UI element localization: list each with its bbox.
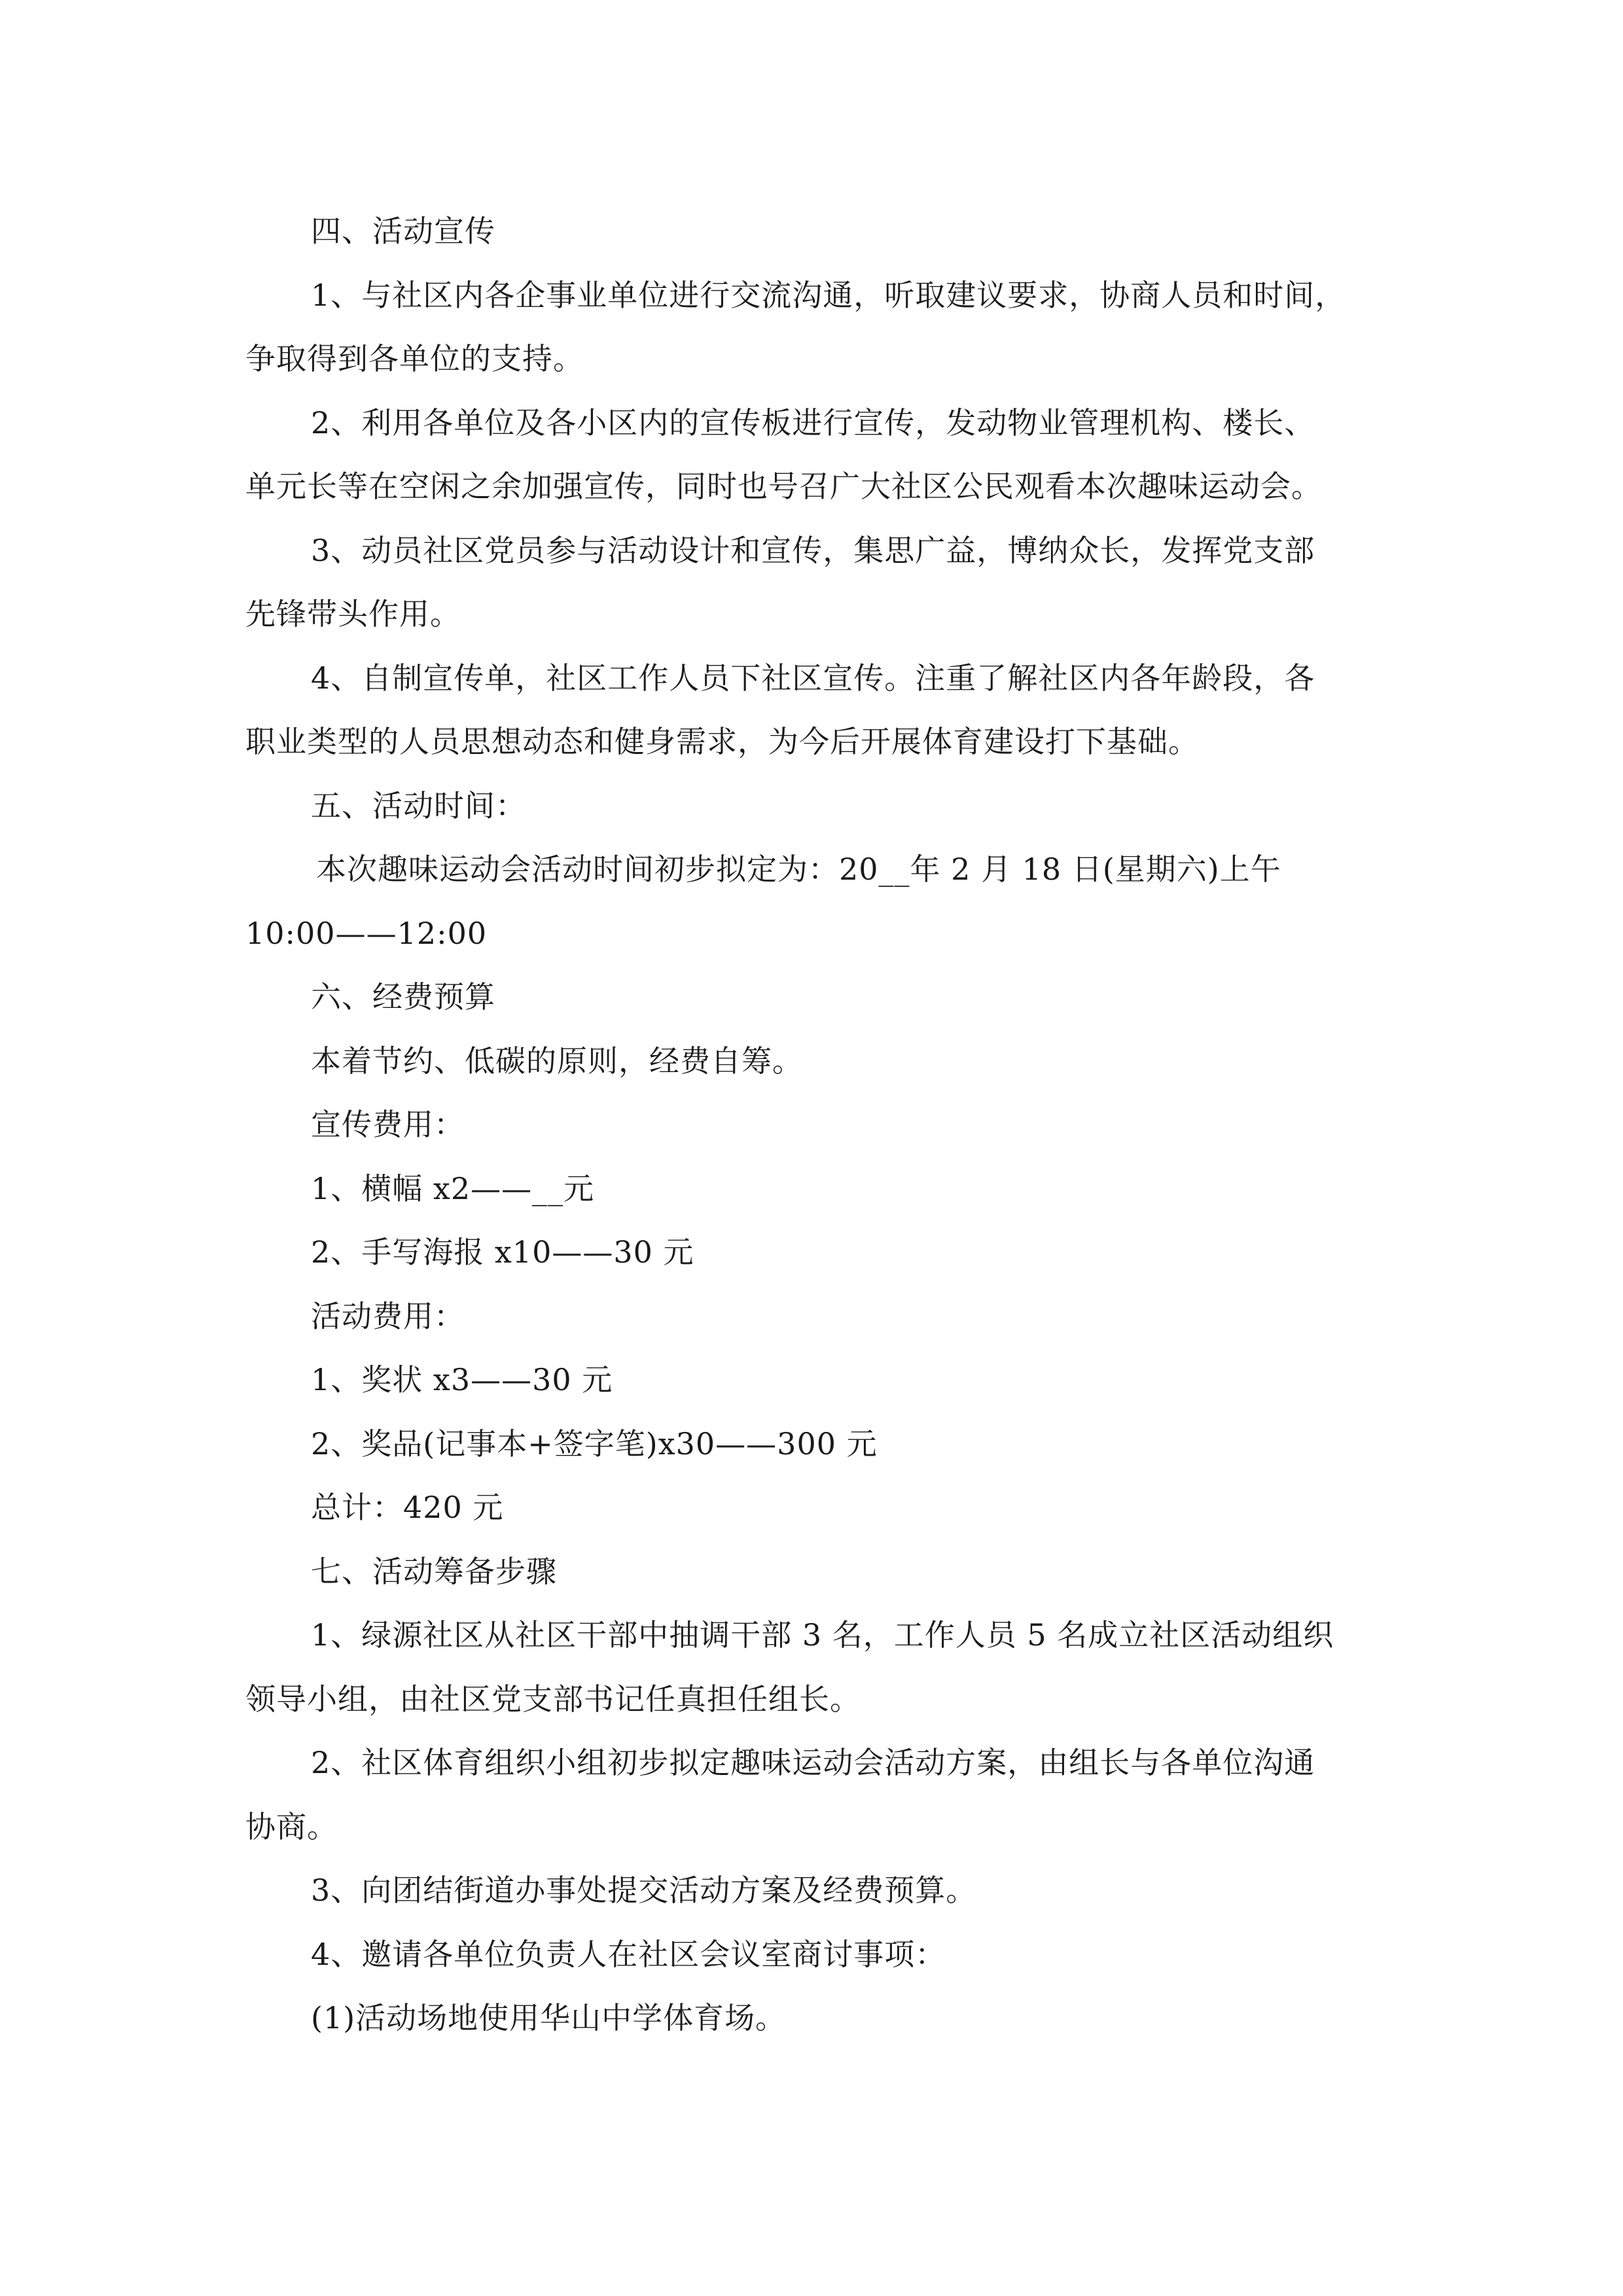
text-line: 2、社区体育组织小组初步拟定趣味运动会活动方案，由组长与各单位沟通 (311, 1745, 1315, 1780)
text-line: 七、活动筹备步骤 (311, 1553, 557, 1589)
text-line: 职业类型的人员思想动态和健身需求，为今后开展体育建设打下基础。 (245, 724, 1199, 759)
text-line: 3、向团结街道办事处提交活动方案及经费预算。 (311, 1873, 977, 1908)
text-line: 1、与社区内各企事业单位进行交流沟通，听取建议要求，协商人员和时间， (311, 277, 1346, 313)
text-line: 四、活动宣传 (311, 213, 495, 249)
text-line: 1、奖状 x3——30 元 (311, 1362, 613, 1397)
text-line: 4、邀请各单位负责人在社区会议室商讨事项： (311, 1936, 946, 1972)
text-line: 1、绿源社区从社区干部中抽调干部 3 名，工作人员 5 名成立社区活动组织 (311, 1617, 1334, 1653)
text-line: 协商。 (245, 1808, 338, 1844)
text-line: (1)活动场地使用华山中学体育场。 (311, 2000, 787, 2036)
text-line: 宣传费用： (311, 1107, 465, 1142)
text-line: 活动费用： (311, 1298, 465, 1334)
text-line: 10:00——12:00 (245, 915, 488, 951)
text-line: 领导小组，由社区党支部书记任真担任组长。 (245, 1681, 861, 1717)
text-line: 1、横幅 x2——__元 (311, 1170, 595, 1206)
text-line: 2、奖品(记事本+签字笔)x30——300 元 (311, 1426, 878, 1462)
text-line: 本着节约、低碳的原则，经费自筹。 (311, 1043, 803, 1079)
text-line: 先锋带头作用。 (245, 596, 461, 632)
text-line: 本次趣味运动会活动时间初步拟定为：20__年 2 月 18 日(星期六)上午 (316, 852, 1281, 887)
document-body (245, 200, 1384, 2051)
text-line: 2、利用各单位及各小区内的宣传板进行宣传，发动物业管理机构、楼长、 (311, 404, 1315, 440)
text-line: 单元长等在空闲之余加强宣传，同时也号召广大社区公民观看本次趣味运动会。 (245, 469, 1322, 504)
text-line: 六、经费预算 (311, 979, 495, 1014)
text-line: 3、动员社区党员参与活动设计和宣传，集思广益，博纳众长，发挥党支部 (311, 532, 1315, 568)
text-line: 总计：420 元 (311, 1490, 504, 1525)
text-line: 4、自制宣传单，社区工作人员下社区宣传。注重了解社区内各年龄段，各 (311, 660, 1315, 696)
text-line: 2、手写海报 x10——30 元 (311, 1234, 694, 1270)
text-line: 五、活动时间： (311, 787, 526, 823)
text-line: 争取得到各单位的支持。 (245, 341, 584, 376)
